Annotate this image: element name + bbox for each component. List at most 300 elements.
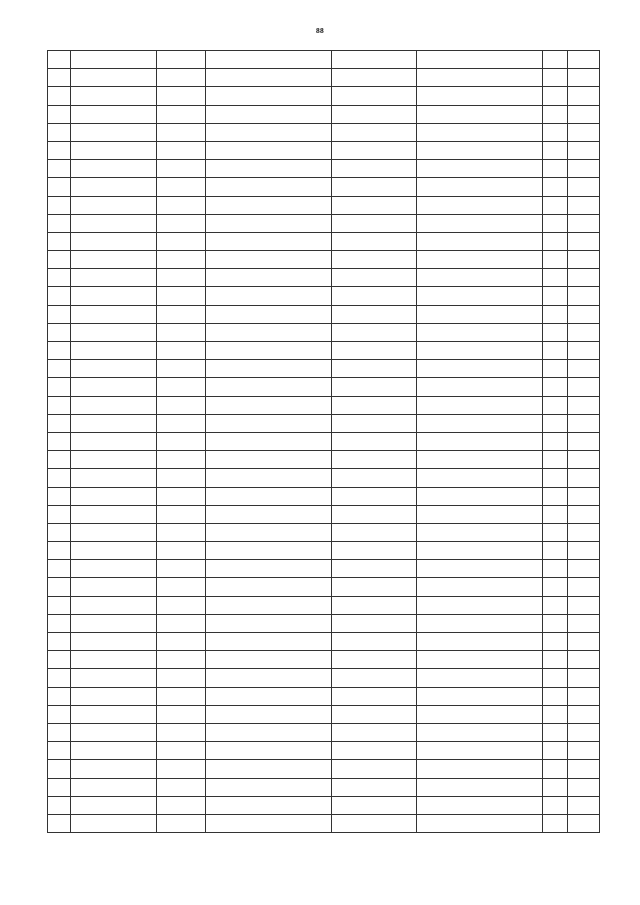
month-cell	[568, 51, 600, 69]
address-cell	[332, 342, 417, 360]
row-number	[48, 796, 71, 814]
work-type-cell	[206, 542, 332, 560]
district-cell	[71, 469, 157, 487]
month-cell	[568, 778, 600, 796]
organization-cell	[417, 469, 543, 487]
table-row	[48, 523, 600, 541]
district-cell	[71, 596, 157, 614]
organization-cell	[417, 323, 543, 341]
row-number	[48, 669, 71, 687]
month-cell	[568, 469, 600, 487]
row-number	[48, 596, 71, 614]
city-cell	[157, 542, 206, 560]
row-number	[48, 505, 71, 523]
work-type-cell	[206, 251, 332, 269]
row-number	[48, 323, 71, 341]
year-cell	[543, 505, 568, 523]
table-row	[48, 778, 600, 796]
district-cell	[71, 796, 157, 814]
address-cell	[332, 705, 417, 723]
year-cell	[543, 614, 568, 632]
table-row	[48, 69, 600, 87]
address-cell	[332, 232, 417, 250]
city-cell	[157, 178, 206, 196]
work-type-cell	[206, 378, 332, 396]
work-type-cell	[206, 669, 332, 687]
table-row	[48, 123, 600, 141]
month-cell	[568, 560, 600, 578]
address-cell	[332, 51, 417, 69]
year-cell	[543, 432, 568, 450]
row-number	[48, 141, 71, 159]
address-cell	[332, 523, 417, 541]
address-cell	[332, 814, 417, 832]
address-cell	[332, 742, 417, 760]
row-number	[48, 396, 71, 414]
month-cell	[568, 342, 600, 360]
row-number	[48, 105, 71, 123]
district-cell	[71, 451, 157, 469]
district-cell	[71, 723, 157, 741]
month-cell	[568, 432, 600, 450]
table-row	[48, 360, 600, 378]
district-cell	[71, 69, 157, 87]
work-type-cell	[206, 51, 332, 69]
city-cell	[157, 778, 206, 796]
row-number	[48, 305, 71, 323]
district-cell	[71, 705, 157, 723]
district-cell	[71, 578, 157, 596]
year-cell	[543, 778, 568, 796]
work-type-cell	[206, 123, 332, 141]
address-cell	[332, 723, 417, 741]
district-cell	[71, 323, 157, 341]
month-cell	[568, 578, 600, 596]
city-cell	[157, 269, 206, 287]
table-row	[48, 141, 600, 159]
month-cell	[568, 214, 600, 232]
work-type-cell	[206, 778, 332, 796]
city-cell	[157, 505, 206, 523]
work-type-cell	[206, 105, 332, 123]
work-type-cell	[206, 633, 332, 651]
row-number	[48, 378, 71, 396]
city-cell	[157, 141, 206, 159]
organization-cell	[417, 287, 543, 305]
address-cell	[332, 614, 417, 632]
organization-cell	[417, 723, 543, 741]
city-cell	[157, 796, 206, 814]
year-cell	[543, 160, 568, 178]
organization-cell	[417, 705, 543, 723]
city-cell	[157, 323, 206, 341]
district-cell	[71, 342, 157, 360]
row-number	[48, 469, 71, 487]
organization-cell	[417, 305, 543, 323]
month-cell	[568, 542, 600, 560]
work-type-cell	[206, 742, 332, 760]
row-number	[48, 451, 71, 469]
city-cell	[157, 633, 206, 651]
table-row	[48, 251, 600, 269]
organization-cell	[417, 669, 543, 687]
table-row	[48, 578, 600, 596]
work-type-cell	[206, 160, 332, 178]
table-row	[48, 287, 600, 305]
district-cell	[71, 105, 157, 123]
month-cell	[568, 669, 600, 687]
organization-cell	[417, 178, 543, 196]
city-cell	[157, 451, 206, 469]
year-cell	[543, 523, 568, 541]
month-cell	[568, 614, 600, 632]
city-cell	[157, 251, 206, 269]
address-cell	[332, 269, 417, 287]
table-row	[48, 323, 600, 341]
row-number	[48, 742, 71, 760]
row-number	[48, 523, 71, 541]
address-cell	[332, 414, 417, 432]
work-type-cell	[206, 560, 332, 578]
year-cell	[543, 69, 568, 87]
month-cell	[568, 687, 600, 705]
work-type-cell	[206, 178, 332, 196]
month-cell	[568, 123, 600, 141]
organization-cell	[417, 251, 543, 269]
month-cell	[568, 269, 600, 287]
address-cell	[332, 323, 417, 341]
organization-cell	[417, 633, 543, 651]
register-table	[47, 50, 600, 833]
organization-cell	[417, 742, 543, 760]
district-cell	[71, 669, 157, 687]
organization-cell	[417, 232, 543, 250]
year-cell	[543, 232, 568, 250]
table-row	[48, 396, 600, 414]
table-row	[48, 596, 600, 614]
district-cell	[71, 432, 157, 450]
address-cell	[332, 542, 417, 560]
city-cell	[157, 378, 206, 396]
month-cell	[568, 723, 600, 741]
table-row	[48, 178, 600, 196]
year-cell	[543, 287, 568, 305]
year-cell	[543, 596, 568, 614]
city-cell	[157, 396, 206, 414]
row-number	[48, 651, 71, 669]
row-number	[48, 687, 71, 705]
district-cell	[71, 687, 157, 705]
row-number	[48, 123, 71, 141]
work-type-cell	[206, 214, 332, 232]
address-cell	[332, 141, 417, 159]
work-type-cell	[206, 578, 332, 596]
city-cell	[157, 360, 206, 378]
month-cell	[568, 160, 600, 178]
row-number	[48, 578, 71, 596]
year-cell	[543, 214, 568, 232]
month-cell	[568, 360, 600, 378]
row-number	[48, 432, 71, 450]
address-cell	[332, 178, 417, 196]
table-row	[48, 814, 600, 832]
district-cell	[71, 523, 157, 541]
month-cell	[568, 705, 600, 723]
city-cell	[157, 705, 206, 723]
organization-cell	[417, 360, 543, 378]
work-type-cell	[206, 141, 332, 159]
table-row	[48, 269, 600, 287]
row-number	[48, 269, 71, 287]
row-number	[48, 760, 71, 778]
table-row	[48, 705, 600, 723]
row-number	[48, 342, 71, 360]
district-cell	[71, 51, 157, 69]
row-number	[48, 633, 71, 651]
city-cell	[157, 432, 206, 450]
year-cell	[543, 305, 568, 323]
table-row	[48, 651, 600, 669]
year-cell	[543, 542, 568, 560]
city-cell	[157, 723, 206, 741]
address-cell	[332, 505, 417, 523]
table-row	[48, 505, 600, 523]
month-cell	[568, 87, 600, 105]
organization-cell	[417, 796, 543, 814]
address-cell	[332, 214, 417, 232]
district-cell	[71, 633, 157, 651]
district-cell	[71, 396, 157, 414]
city-cell	[157, 596, 206, 614]
work-type-cell	[206, 651, 332, 669]
address-cell	[332, 633, 417, 651]
table-row	[48, 487, 600, 505]
organization-cell	[417, 687, 543, 705]
address-cell	[332, 469, 417, 487]
address-cell	[332, 69, 417, 87]
table-row	[48, 305, 600, 323]
city-cell	[157, 487, 206, 505]
year-cell	[543, 742, 568, 760]
organization-cell	[417, 123, 543, 141]
table-row	[48, 196, 600, 214]
row-number	[48, 87, 71, 105]
year-cell	[543, 323, 568, 341]
month-cell	[568, 287, 600, 305]
row-number	[48, 160, 71, 178]
page-number: 88	[315, 26, 325, 35]
district-cell	[71, 814, 157, 832]
city-cell	[157, 287, 206, 305]
district-cell	[71, 760, 157, 778]
work-type-cell	[206, 69, 332, 87]
work-type-cell	[206, 487, 332, 505]
work-type-cell	[206, 287, 332, 305]
organization-cell	[417, 814, 543, 832]
organization-cell	[417, 160, 543, 178]
district-cell	[71, 214, 157, 232]
month-cell	[568, 196, 600, 214]
month-cell	[568, 633, 600, 651]
organization-cell	[417, 269, 543, 287]
district-cell	[71, 560, 157, 578]
city-cell	[157, 578, 206, 596]
table-row	[48, 687, 600, 705]
city-cell	[157, 523, 206, 541]
organization-cell	[417, 523, 543, 541]
city-cell	[157, 669, 206, 687]
month-cell	[568, 451, 600, 469]
work-type-cell	[206, 196, 332, 214]
work-type-cell	[206, 342, 332, 360]
table-row	[48, 633, 600, 651]
work-type-cell	[206, 432, 332, 450]
table-row	[48, 560, 600, 578]
district-cell	[71, 614, 157, 632]
organization-cell	[417, 414, 543, 432]
organization-cell	[417, 69, 543, 87]
district-cell	[71, 651, 157, 669]
district-cell	[71, 87, 157, 105]
organization-cell	[417, 451, 543, 469]
work-type-cell	[206, 614, 332, 632]
organization-cell	[417, 505, 543, 523]
year-cell	[543, 705, 568, 723]
work-type-cell	[206, 232, 332, 250]
row-number	[48, 232, 71, 250]
district-cell	[71, 251, 157, 269]
month-cell	[568, 796, 600, 814]
city-cell	[157, 214, 206, 232]
address-cell	[332, 596, 417, 614]
row-number	[48, 360, 71, 378]
year-cell	[543, 760, 568, 778]
table-row	[48, 342, 600, 360]
district-cell	[71, 778, 157, 796]
address-cell	[332, 396, 417, 414]
district-cell	[71, 742, 157, 760]
address-cell	[332, 796, 417, 814]
row-number	[48, 814, 71, 832]
month-cell	[568, 323, 600, 341]
month-cell	[568, 378, 600, 396]
year-cell	[543, 178, 568, 196]
year-cell	[543, 578, 568, 596]
organization-cell	[417, 560, 543, 578]
row-number	[48, 69, 71, 87]
year-cell	[543, 487, 568, 505]
year-cell	[543, 87, 568, 105]
work-type-cell	[206, 523, 332, 541]
row-number	[48, 560, 71, 578]
row-number	[48, 542, 71, 560]
month-cell	[568, 305, 600, 323]
organization-cell	[417, 214, 543, 232]
organization-cell	[417, 596, 543, 614]
month-cell	[568, 414, 600, 432]
table-row	[48, 669, 600, 687]
table-row	[48, 542, 600, 560]
month-cell	[568, 596, 600, 614]
row-number	[48, 778, 71, 796]
organization-cell	[417, 651, 543, 669]
table-row	[48, 160, 600, 178]
row-number	[48, 251, 71, 269]
work-type-cell	[206, 687, 332, 705]
year-cell	[543, 378, 568, 396]
city-cell	[157, 105, 206, 123]
work-type-cell	[206, 723, 332, 741]
row-number	[48, 51, 71, 69]
address-cell	[332, 305, 417, 323]
work-type-cell	[206, 323, 332, 341]
address-cell	[332, 778, 417, 796]
address-cell	[332, 687, 417, 705]
city-cell	[157, 232, 206, 250]
table-row	[48, 378, 600, 396]
year-cell	[543, 687, 568, 705]
month-cell	[568, 742, 600, 760]
month-cell	[568, 760, 600, 778]
city-cell	[157, 123, 206, 141]
city-cell	[157, 305, 206, 323]
row-number	[48, 487, 71, 505]
organization-cell	[417, 87, 543, 105]
organization-cell	[417, 778, 543, 796]
address-cell	[332, 560, 417, 578]
organization-cell	[417, 614, 543, 632]
row-number	[48, 287, 71, 305]
address-cell	[332, 432, 417, 450]
work-type-cell	[206, 760, 332, 778]
work-type-cell	[206, 705, 332, 723]
work-type-cell	[206, 360, 332, 378]
table-row	[48, 614, 600, 632]
district-cell	[71, 141, 157, 159]
month-cell	[568, 523, 600, 541]
year-cell	[543, 196, 568, 214]
row-number	[48, 705, 71, 723]
district-cell	[71, 487, 157, 505]
work-type-cell	[206, 305, 332, 323]
table-row	[48, 451, 600, 469]
city-cell	[157, 687, 206, 705]
organization-cell	[417, 760, 543, 778]
address-cell	[332, 760, 417, 778]
month-cell	[568, 178, 600, 196]
district-cell	[71, 414, 157, 432]
table-row	[48, 432, 600, 450]
address-cell	[332, 378, 417, 396]
district-cell	[71, 378, 157, 396]
address-cell	[332, 196, 417, 214]
table-row	[48, 105, 600, 123]
address-cell	[332, 87, 417, 105]
city-cell	[157, 51, 206, 69]
district-cell	[71, 542, 157, 560]
city-cell	[157, 651, 206, 669]
row-number	[48, 723, 71, 741]
organization-cell	[417, 105, 543, 123]
organization-cell	[417, 396, 543, 414]
year-cell	[543, 560, 568, 578]
row-number	[48, 178, 71, 196]
table-row	[48, 469, 600, 487]
work-type-cell	[206, 414, 332, 432]
city-cell	[157, 614, 206, 632]
year-cell	[543, 342, 568, 360]
year-cell	[543, 269, 568, 287]
